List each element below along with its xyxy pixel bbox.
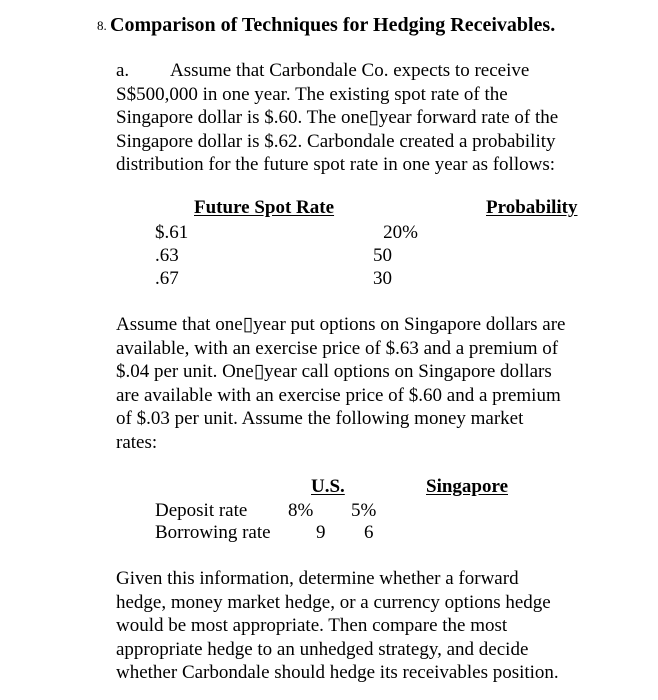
paragraph-line: hedge, money market hedge, or a currency options hedge (116, 591, 551, 613)
paragraph-line: Singapore dollar is $.62. Carbondale created a probability (116, 130, 556, 152)
us-rate-cell: 9 (316, 522, 326, 543)
us-rate-cell: 8% (288, 500, 314, 521)
rate-label: Borrowing rate (155, 522, 271, 543)
paragraph-line: appropriate hedge to an unhedged strategy, and decide (116, 638, 529, 660)
part-a-paragraph (116, 59, 558, 177)
paragraph-line: would be most appropriate. Then compare the most (116, 615, 508, 636)
closing-paragraph (116, 567, 559, 685)
probability-header: Probability (486, 197, 578, 218)
paragraph-line: available, with an exercise price of $.63 and a premium of (116, 337, 559, 359)
probability-cell: 20% (383, 222, 418, 243)
singapore-rate-cell: 6 (364, 522, 374, 543)
paragraph-line: Singapore dollar is $.60. The one▯year forward rate of the (116, 107, 559, 128)
question-number: 8. (97, 18, 107, 33)
paragraph-line: of $.03 per unit. Assume the following money market (116, 408, 524, 429)
spot-rate-cell: .63 (155, 245, 179, 266)
paragraph-line: a. Assume that Carbondale Co. expects to receive (116, 60, 530, 81)
rate-label: Deposit rate (155, 500, 248, 521)
paragraph-line: S$500,000 in one year. The existing spot rate of the (116, 83, 508, 105)
us-header: U.S. (311, 476, 345, 497)
singapore-header: Singapore (426, 476, 509, 497)
paragraph-line: are available with an exercise price of $.60 and a premium (116, 384, 561, 406)
paragraph-line: Assume that one▯year put options on Singapore dollars are (116, 314, 566, 335)
paragraph-line: Given this information, determine whether a forward (116, 568, 519, 589)
paragraph-line: rates: (116, 431, 158, 453)
paragraph-line: whether Carbondale should hedge its receivables position. (116, 662, 559, 683)
spot-rate-cell: $.61 (155, 222, 189, 243)
future-spot-rate-header: Future Spot Rate (194, 197, 335, 218)
part-a-label: a. (116, 60, 130, 81)
paragraph-line: distribution for the future spot rate in one year as follows: (116, 154, 556, 175)
options-paragraph (116, 313, 565, 454)
spot-rate-cell: .67 (155, 268, 179, 289)
singapore-rate-cell: 5% (351, 500, 377, 521)
question-title: Comparison of Techniques for Hedging Receivables. (110, 14, 556, 36)
probability-cell: 30 (373, 268, 392, 289)
probability-cell: 50 (373, 245, 392, 266)
paragraph-line: $.04 per unit. One▯year call options on Singapore dollars (116, 361, 552, 382)
